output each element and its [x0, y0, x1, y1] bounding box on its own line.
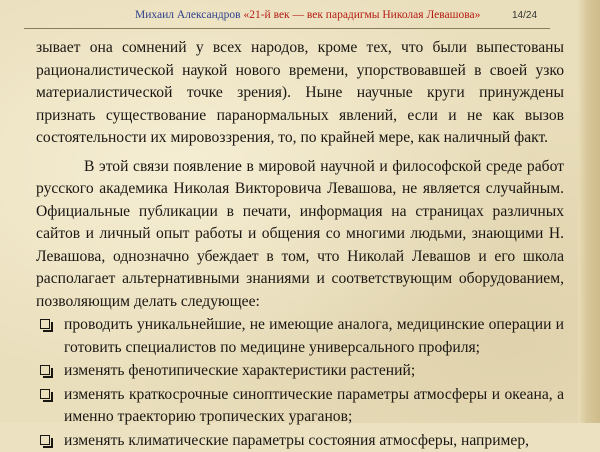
capabilities-list	[36, 314, 564, 452]
list-item: изменять климатические параметры состояния атмосферы, например,	[36, 430, 564, 452]
checkbox-bullet-icon	[40, 319, 50, 329]
checkbox-bullet-icon	[40, 389, 50, 399]
checkbox-bullet-icon	[40, 365, 50, 375]
list-item: изменять краткосрочные синоптические параметры атмосферы и океана, а именно траекторию тропических ураганов;	[36, 384, 564, 429]
checkbox-bullet-icon	[40, 435, 50, 445]
list-item: изменять фенотипические характеристики растений;	[36, 360, 564, 383]
header-author: Михаил Александров	[135, 9, 241, 21]
header-divider	[24, 28, 550, 29]
body-text	[36, 37, 564, 452]
page-number: 14/24	[512, 10, 537, 21]
header-title	[135, 9, 480, 21]
page-edge-border	[578, 0, 600, 423]
paragraph-continued: зывает она сомнений у всех народов, кроме тех, что были выпестованы рационалистической наукой нового времени, упорствовавшей в своей узко материалистической точке зрения). Ныне научные круги принуждены признать существование паранормальных явлений, если и не как вызов состоятельности их мировоззрения, то, по крайней мере, как наличный факт.	[36, 37, 564, 150]
list-item: проводить уникальнейшие, не имеющие аналога, медицинские операции и готовить специалистов по медицине универсального профиля;	[36, 314, 564, 359]
running-header	[0, 8, 578, 26]
paragraph-levashov: В этой связи появление в мировой научной и философской среде работ русского академика Николая Викторовича Левашова, не является случайным. Официальные публикации в печати, информация на страницах различных сайтов и личный опыт работы и общения со многими людьми, знающими Н. Левашова, однозначно убеждает в том, что Николай Левашов и его школа располагает альтернативными знаниями и соответствующим оборудованием, позволяющим делать следующее:	[36, 156, 564, 314]
header-book-title: «21-й век — век парадигмы Николая Левашова»	[243, 9, 480, 21]
